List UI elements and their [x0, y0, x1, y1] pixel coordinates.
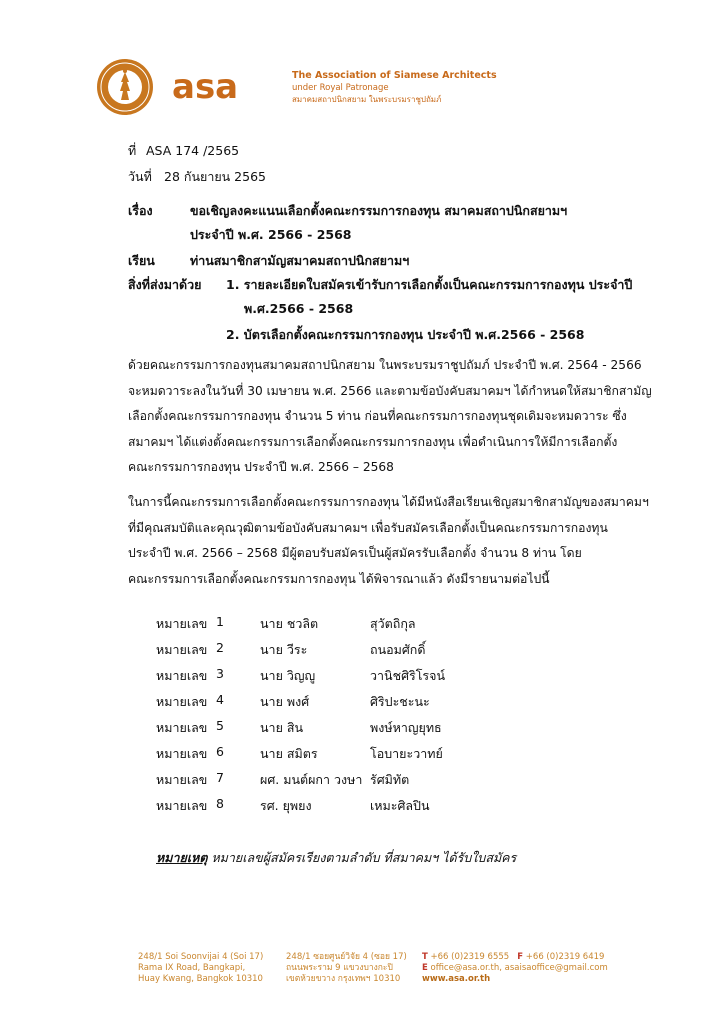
candidate-last-name: วานิชศิริโรจน์: [370, 668, 446, 683]
enclosures-label: สิ่งที่ส่งมาด้วย: [128, 277, 202, 292]
candidate-number: 3: [216, 666, 224, 681]
paragraph-2: [128, 490, 649, 592]
candidate-first-name: นาย พงศ์: [260, 694, 310, 709]
candidate-label: หมายเลข: [156, 798, 208, 813]
ref-value: ASA 174 /2565: [146, 143, 240, 158]
subject-label: เรื่อง: [128, 203, 153, 218]
candidate-last-name: โอบายะวาทย์: [370, 746, 443, 761]
candidate-last-name: สุวัตถิกุล: [370, 616, 416, 631]
org-name-th: สมาคมสถาปนิกสยาม ในพระบรมราชูปถัมภ์: [292, 95, 442, 104]
candidate-first-name: นาย สิน: [260, 720, 304, 735]
footer-contact: [422, 952, 608, 985]
note-text: หมายเลขผู้สมัครเรียงตามลำดับ ที่สมาคมฯ ได้รับใบสมัคร: [211, 850, 517, 865]
paragraph-2-line: คณะกรรมการเลือกตั้งคณะกรรมการกองทุน ได้พิจารณาแล้ว ดังมีรายนามต่อไปนี้: [128, 571, 550, 586]
footer-address-en-line: Rama IX Road, Bangkapi,: [138, 963, 246, 973]
footer-address-en: [138, 952, 263, 985]
subject-line-1: ขอเชิญลงคะแนนเลือกตั้งคณะกรรมการกองทุน สมาคมสถาปนิกสยามฯ: [190, 203, 568, 218]
fax-label: F: [517, 952, 524, 962]
candidate-label: หมายเลข: [156, 746, 208, 761]
candidate-label: หมายเลข: [156, 616, 208, 631]
email-value[interactable]: office@asa.or.th, asaisaoffice@gmail.com: [430, 963, 608, 973]
candidate-first-name: รศ. ยุพยง: [260, 798, 312, 813]
candidate-last-name: ศิริปะชะนะ: [370, 694, 430, 709]
candidate-label: หมายเลข: [156, 772, 208, 787]
candidate-number: 5: [216, 718, 224, 733]
org-name-block: [292, 70, 497, 106]
candidate-number: 6: [216, 744, 224, 759]
paragraph-1-line: คณะกรรมการกองทุน ประจำปี พ.ศ. 2566 – 2568: [128, 460, 394, 474]
ref-label: ที่: [128, 143, 137, 158]
candidate-first-name: นาย ชวลิต: [260, 616, 319, 631]
candidate-label: หมายเลข: [156, 694, 208, 709]
candidate-last-name: เหมะศิลปิน: [370, 798, 430, 813]
candidate-label: หมายเลข: [156, 720, 208, 735]
candidate-number: 4: [216, 692, 224, 707]
asa-logo-text: asa: [172, 70, 239, 104]
paragraph-2-line: ประจำปี พ.ศ. 2566 – 2568 มีผู้ตอบรับสมัครเป็นผู้สมัครรับเลือกตั้ง จำนวน 8 ท่าน โดย: [128, 546, 582, 560]
note-heading: หมายเหตุ: [156, 850, 208, 865]
asa-logo: [172, 70, 264, 104]
candidate-label: หมายเลข: [156, 642, 208, 657]
enclosure-1-line-2: พ.ศ.2566 - 2568: [244, 301, 354, 316]
phone-value: +66 (0)2319 6555: [430, 952, 510, 962]
date-value: 28 กันยายน 2565: [164, 169, 266, 184]
candidate-number: 2: [216, 640, 224, 655]
footer-address-th: [286, 952, 407, 985]
candidate-first-name: นาย วิญญู: [260, 668, 316, 683]
date-label: วันที่: [128, 169, 152, 184]
candidate-label: หมายเลข: [156, 668, 208, 683]
enclosure-2: 2. บัตรเลือกตั้งคณะกรรมการกองทุน ประจำปี พ.ศ.2566 - 2568: [226, 327, 585, 342]
org-name-en: The Association of Siamese Architects: [292, 70, 497, 81]
candidate-last-name: ถนอมศักดิ์: [370, 642, 426, 657]
fax-value: +66 (0)2319 6419: [525, 952, 605, 962]
paragraph-2-line: ในการนี้คณะกรรมการเลือกตั้งคณะกรรมการกองทุน ได้มีหนังสือเรียนเชิญสมาชิกสามัญของสมาคมฯ: [128, 495, 649, 509]
footer-address-th-line: 248/1 ซอยศูนย์วิจัย 4 (ซอย 17): [286, 952, 407, 962]
paragraph-1-line: จะหมดวาระลงในวันที่ 30 เมษายน พ.ศ. 2566 และตามข้อบังคับสมาคมฯ ได้กำหนดให้สมาชิกสามัญ: [128, 383, 652, 398]
footer-address-th-line: ถนนพระราม 9 แขวงบางกะปิ: [286, 963, 393, 973]
candidate-number: 8: [216, 796, 224, 811]
paragraph-2-line: ที่มีคุณสมบัติและคุณวุฒิตามข้อบังคับสมาคมฯ เพื่อรับสมัครเลือกตั้งเป็นคณะกรรมการกองทุน: [128, 520, 608, 535]
candidate-first-name: ผศ. มนต์ผกา วงษา: [260, 772, 363, 787]
website-link[interactable]: www.asa.or.th: [422, 974, 491, 984]
enclosure-1-line-1: 1. รายละเอียดใบสมัครเข้ารับการเลือกตั้งเป็นคณะกรรมการกองทุน ประจำปี: [226, 277, 633, 292]
paragraph-1-line: ด้วยคณะกรรมการกองทุนสมาคมสถาปนิกสยาม ในพระบรมราชูปถัมภ์ ประจำปี พ.ศ. 2564 - 2566: [128, 358, 642, 372]
paragraph-1-line: สมาคมฯ ได้แต่งตั้งคณะกรรมการเลือกตั้งคณะกรรมการกองทุน เพื่อดำเนินการให้มีการเลือกตั้ง: [128, 434, 618, 449]
org-patronage-en: under Royal Patronage: [292, 83, 389, 93]
candidate-last-name: พงษ์หาญยุทธ: [370, 720, 442, 735]
note: [156, 848, 516, 868]
email-label: E: [422, 963, 428, 973]
candidate-last-name: รัศมิทัต: [370, 772, 410, 787]
subject-line-2: ประจำปี พ.ศ. 2566 - 2568: [190, 227, 352, 242]
candidate-first-name: นาย วีระ: [260, 642, 308, 657]
royal-seal-logo: [96, 58, 154, 116]
paragraph-1-line: เลือกตั้งคณะกรรมการกองทุน จำนวน 5 ท่าน ก่อนที่คณะกรรมการกองทุนชุดเดิมจะหมดวาระ ซึ่ง: [128, 409, 627, 423]
footer-address-en-line: 248/1 Soi Soonvijai 4 (Soi 17): [138, 952, 264, 962]
paragraph-1: [128, 353, 652, 481]
footer-address-th-line: เขตห้วยขวาง กรุงเทพฯ 10310: [286, 974, 401, 984]
candidate-first-name: นาย สมิตร: [260, 746, 318, 761]
candidate-number: 7: [216, 770, 224, 785]
to-label: เรียน: [128, 253, 155, 268]
footer-address-en-line: Huay Kwang, Bangkok 10310: [138, 974, 263, 984]
phone-label: T: [422, 952, 428, 962]
candidate-number: 1: [216, 614, 224, 629]
to-value: ท่านสมาชิกสามัญสมาคมสถาปนิกสยามฯ: [190, 253, 410, 268]
